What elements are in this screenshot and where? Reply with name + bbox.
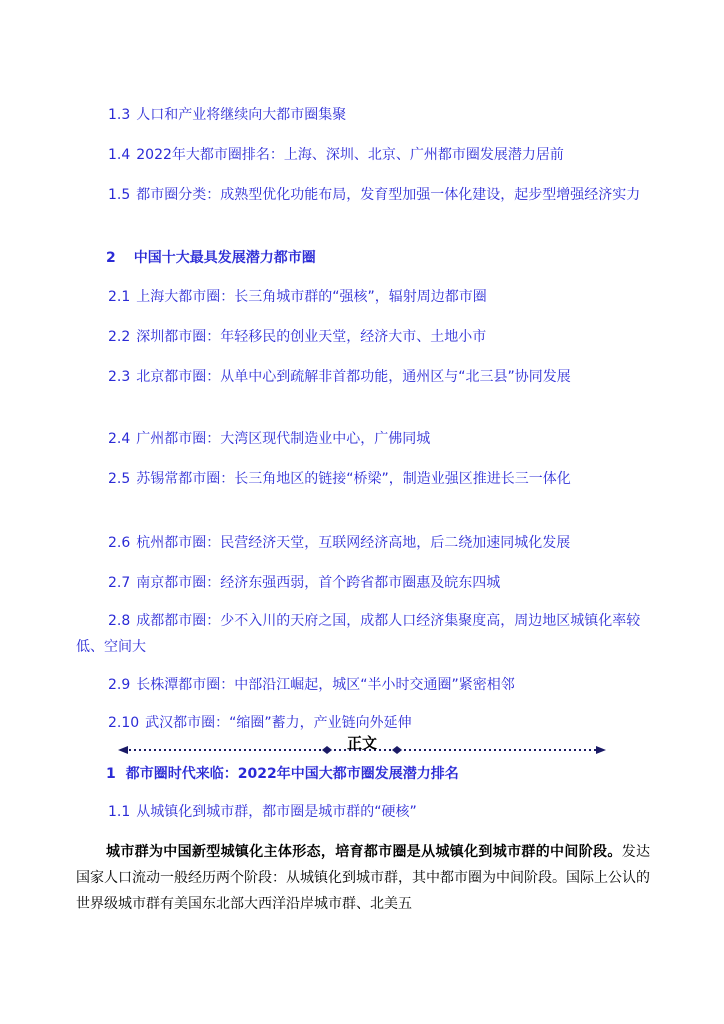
subsection-heading: 1.1 从城镇化到城市群，都市圈是城市群的“硬核”: [108, 804, 417, 820]
toc-item-2-9[interactable]: 2.9 长株潭都市圈：中部沿江崛起，城区“半小时交通圈”紧密相邻: [108, 677, 515, 693]
paragraph-bold-lead: 城市群为中国新型城镇化主体形态，培育都市圈是从城镇化到城市群的中间阶段。: [106, 844, 622, 860]
toc-item-2-5[interactable]: 2.5 苏锡常都市圈：长三角地区的链接“桥梁”，制造业强区推进长三一体化: [108, 471, 571, 487]
toc-item-2[interactable]: 2 中国十大最具发展潜力都市圈: [106, 250, 316, 266]
section-heading: 1 都市圈时代来临：2022年中国大都市圈发展潜力排名: [106, 766, 459, 782]
toc-item-2-7[interactable]: 2.7 南京都市圈：经济东强西弱，首个跨省都市圈惠及皖东四城: [108, 575, 501, 591]
toc-item-1-4[interactable]: 1.4 2022年大都市圈排名：上海、深圳、北京、广州都市圈发展潜力居前: [108, 147, 564, 163]
toc-item-2-6[interactable]: 2.6 杭州都市圈：民营经济天堂，互联网经济高地，后二绕加速同城化发展: [108, 535, 571, 551]
toc-item-2-8[interactable]: 2.8 成都都市圈：少不入川的天府之国，成都人口经济集聚度高，周边地区城镇化率较低、空间大: [76, 613, 641, 655]
toc-item-2-2[interactable]: 2.2 深圳都市圈：年轻移民的创业天堂，经济大市、土地小市: [108, 329, 487, 345]
toc-item-2-10[interactable]: 2.10 武汉都市圈：“缩圈”蓄力，产业链向外延伸: [108, 715, 412, 731]
body-paragraph: [76, 839, 650, 917]
divider-title: 正文: [346, 734, 377, 752]
toc-item-2-3[interactable]: 2.3 北京都市圈：从单中心到疏解非首都功能，通州区与“北三县”协同发展: [108, 369, 571, 385]
toc-item-2-4[interactable]: 2.4 广州都市圈：大湾区现代制造业中心，广佛同城: [108, 431, 431, 447]
section-divider: [76, 736, 648, 756]
toc-item-1-5[interactable]: 1.5 都市圈分类：成熟型优化功能布局，发育型加强一体化建设，起步型增强经济实力: [108, 187, 641, 203]
toc-item-1-3[interactable]: 1.3 人口和产业将继续向大都市圈集聚: [108, 107, 347, 123]
paragraph-text: 发达国家人口流动一般经历两个阶段：从城镇化到城市群，其中都市圈为中间阶段。国际上公认的世界级城市群有美国东北部大西洋沿岸城市群、北美五: [76, 844, 651, 912]
toc-item-2-1[interactable]: 2.1 上海大都市圈：长三角城市群的“强核”，辐射周边都市圈: [108, 289, 487, 305]
